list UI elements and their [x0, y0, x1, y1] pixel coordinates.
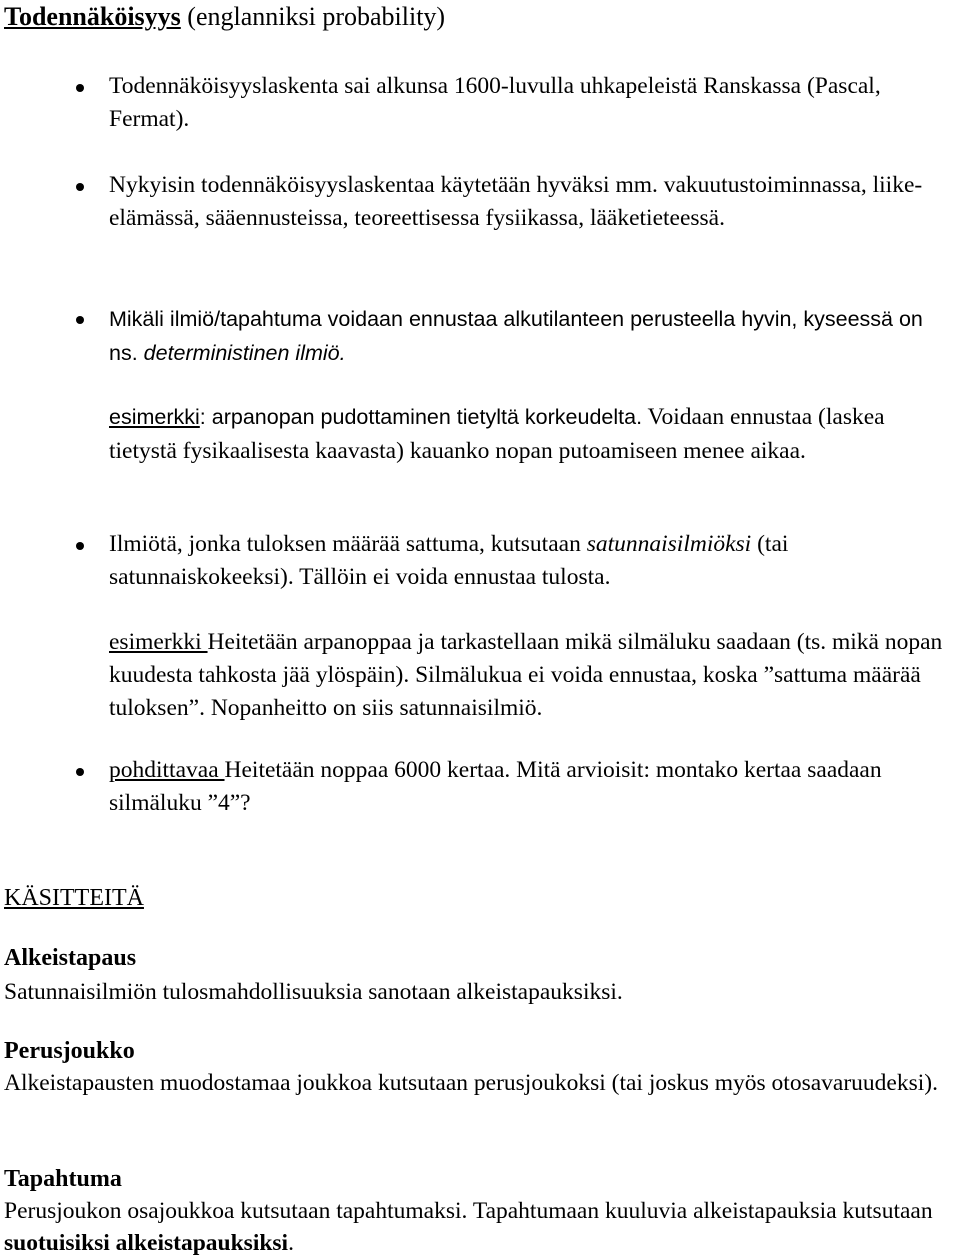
bullet-item-applications [109, 169, 957, 235]
concept-definition [4, 1195, 954, 1259]
title-main: Todennäköisyys [4, 2, 181, 31]
title-sub: (englanniksi probability) [187, 2, 446, 31]
bullet-text: Nykyisin todennäköisyyslaskentaa käytetään hyväksi mm. vakuutustoiminnassa, liike-elämässä, sääennusteissa, teoreettisessa fysiikassa, lääketieteessä. [109, 172, 923, 231]
bullet-text: Todennäköisyyslaskenta sai alkunsa 1600-luvulla uhkapeleistä Ranskassa (Pascal, Fermat). [109, 73, 881, 132]
bullet-item-random [109, 528, 957, 594]
example-text-sans: : arpanopan pudottaminen tietyltä korkeudelta. [199, 405, 643, 429]
bullet-text: Mikäli ilmiö/tapahtuma voidaan ennustaa alkutilanteen perusteella hyvin, kyseessä on ns. [109, 307, 923, 365]
bullet-text: Ilmiötä, jonka tuloksen määrää sattuma, kutsutaan [109, 531, 587, 557]
think-label: pohdittavaa [109, 757, 225, 783]
definition-text: Perusjoukon osajoukkoa kutsutaan tapahtumaksi. Tapahtumaan kuuluvia alkeistapauksia kutsutaan [4, 1198, 933, 1224]
example-text: Heitetään arpanoppaa ja tarkastellaan mikä silmäluku saadaan (ts. mikä nopan kuudesta tahkosta jää ylöspäin). Silmälukua ei voida ennustaa, koska ”sattuma määrää tuloksen”. Nopanheitto on siis satunnaisilmiö. [109, 629, 943, 721]
concept-definition: Satunnaisilmiön tulosmahdollisuuksia sanotaan alkeistapauksiksi. [4, 979, 623, 1005]
concept-term: Alkeistapaus [4, 945, 137, 971]
bullet-icon [76, 542, 84, 550]
bullet-icon [76, 84, 84, 92]
concept-definition: Alkeistapausten muodostamaa joukkoa kutsutaan perusjoukoksi (tai joskus myös otosavaruudeksi). [4, 1070, 938, 1096]
example-random [109, 626, 957, 725]
bullet-icon [76, 183, 84, 191]
bullet-item-deterministic [109, 302, 957, 370]
concept-term: Perusjoukko [4, 1038, 135, 1064]
definition-bold-term: suotuisiksi alkeistapauksiksi [4, 1230, 289, 1256]
bullet-item-history [109, 70, 957, 136]
example-label: esimerkki [109, 629, 208, 655]
page-title [4, 0, 445, 34]
example-text: Voidaan ennustaa (laskea tietystä fysikaalisesta kaavasta) kauanko nopan putoamiseen menee aikaa. [109, 404, 885, 464]
example-deterministic [109, 400, 957, 468]
random-term: satunnaisilmiöksi [586, 531, 752, 557]
bullet-item-think [109, 754, 957, 820]
bullet-icon [76, 768, 84, 776]
example-label: esimerkki [109, 405, 200, 429]
section-heading-concepts: KÄSITTEITÄ [4, 885, 144, 911]
definition-text-after: . [288, 1230, 294, 1256]
bullet-icon [76, 316, 84, 324]
deterministic-term: deterministinen ilmiö. [143, 341, 346, 365]
bullet-text: Heitetään noppaa 6000 kertaa. Mitä arvioisit: montako kertaa saadaan silmäluku ”4”? [109, 757, 882, 816]
concept-term: Tapahtuma [4, 1166, 122, 1192]
bullet-text-after: (tai satunnaiskokeeksi). Tällöin ei voida ennustaa tulosta. [109, 531, 789, 590]
